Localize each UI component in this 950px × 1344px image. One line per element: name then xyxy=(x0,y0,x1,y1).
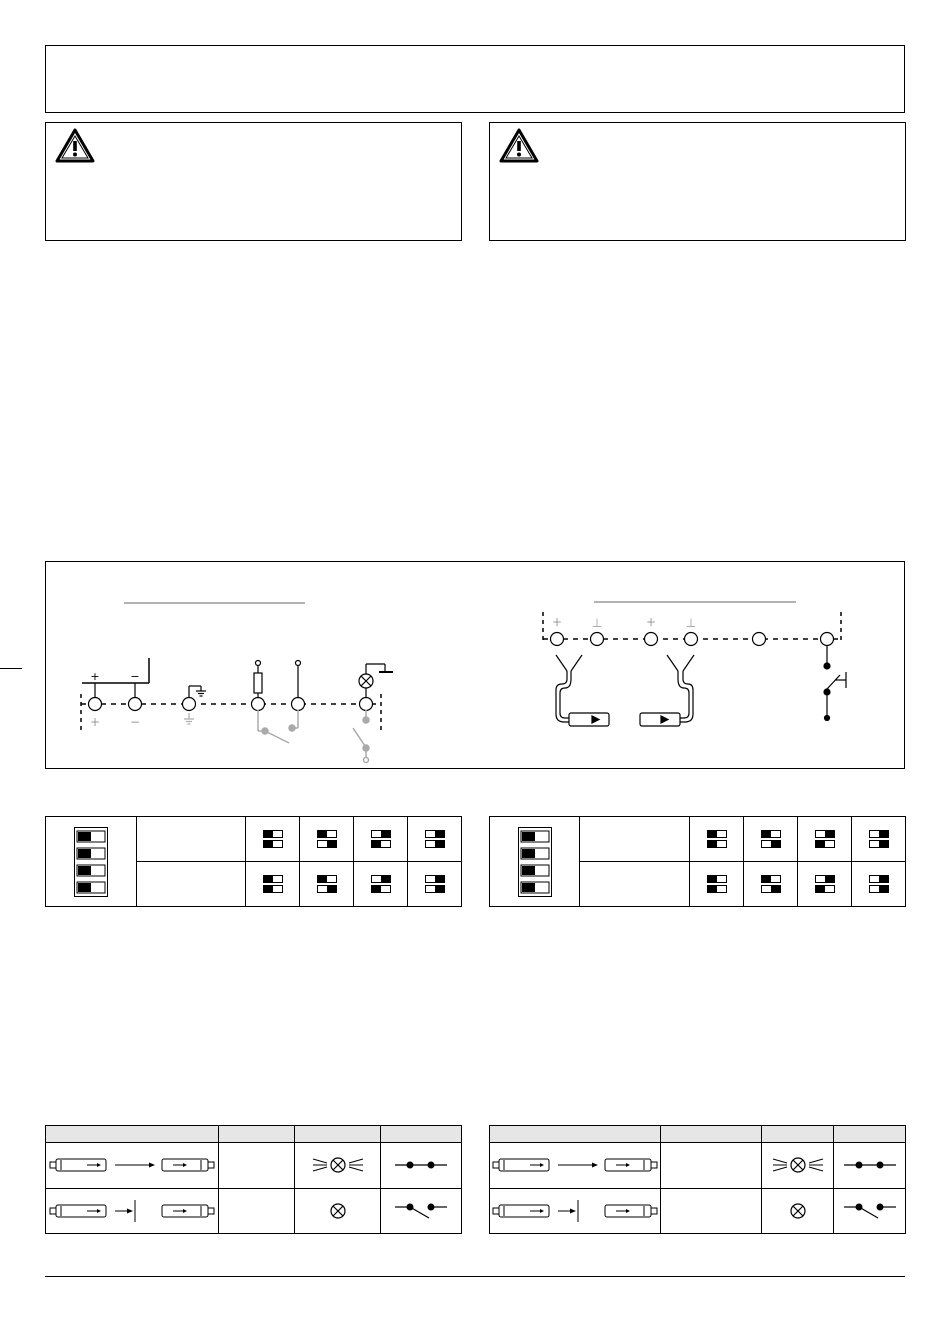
function-table-right xyxy=(489,1125,906,1234)
dip-pair-icon xyxy=(371,875,391,893)
dip-pair-icon xyxy=(869,875,889,893)
dip-pair-icon xyxy=(707,875,727,893)
terminal-3 xyxy=(183,698,196,711)
lamp-lit-icon xyxy=(770,1154,826,1176)
dip-switch-overview-cell xyxy=(490,817,580,907)
contact-open-icon xyxy=(842,1201,898,1221)
warning-icon xyxy=(499,128,539,164)
terminal-r3 xyxy=(645,633,658,646)
push-button-icon xyxy=(824,646,846,721)
dip-row-label xyxy=(137,817,246,862)
terminal-4 xyxy=(252,698,265,711)
dip-switch-overview-cell xyxy=(46,817,137,907)
dip-pair-icon xyxy=(869,830,889,848)
dip-pair-icon xyxy=(317,830,337,848)
dip-switch-icon xyxy=(74,827,108,897)
right-ground-label-1: ⊥ xyxy=(591,616,603,630)
terminal-r6 xyxy=(821,633,834,646)
photo-sensor-icon xyxy=(640,655,694,726)
dip-pair-icon xyxy=(425,830,445,848)
dip-row-label xyxy=(580,817,690,862)
grey-switch-icon xyxy=(258,710,298,743)
dip-switch-icon xyxy=(518,827,552,897)
dip-pair-icon xyxy=(263,875,283,893)
terminal-r1 xyxy=(551,633,564,646)
dip-row-label xyxy=(580,862,690,907)
light-barrier-blocked-icon xyxy=(49,1199,215,1223)
dip-switch-table-left xyxy=(45,816,462,907)
function-header-cell xyxy=(381,1126,462,1143)
right-ground-label-2: ⊥ xyxy=(685,616,697,630)
light-barrier-clear-icon xyxy=(492,1157,658,1173)
photo-sensor-icon xyxy=(556,655,609,726)
function-table-left xyxy=(45,1125,462,1234)
function-header-cell xyxy=(762,1126,834,1143)
terminal-2-minus-label: − xyxy=(130,670,140,683)
lamp-off-icon xyxy=(788,1201,808,1221)
contact-closed-icon xyxy=(842,1159,898,1171)
dip-row-label xyxy=(137,862,246,907)
footer-rule xyxy=(45,1276,905,1277)
terminal-2 xyxy=(129,698,142,711)
resistor-icon xyxy=(254,673,262,693)
terminal-1 xyxy=(89,698,102,711)
function-header-cell xyxy=(46,1126,219,1143)
lamp-off-icon xyxy=(328,1201,348,1221)
terminal-r4 xyxy=(685,633,698,646)
terminal-r2 xyxy=(591,633,604,646)
lamp-lit-icon xyxy=(310,1154,366,1176)
earth-grey-icon xyxy=(184,713,194,724)
dip-pair-icon xyxy=(371,830,391,848)
light-barrier-clear-icon xyxy=(49,1157,215,1173)
light-barrier-blocked-icon xyxy=(492,1199,658,1223)
margin-mark xyxy=(0,668,22,669)
function-header-cell xyxy=(295,1126,381,1143)
wiring-diagram-box xyxy=(45,561,905,769)
function-header-cell xyxy=(490,1126,661,1143)
dip-pair-icon xyxy=(815,875,835,893)
function-header-cell xyxy=(661,1126,762,1143)
function-header-cell xyxy=(834,1126,906,1143)
dip-pair-icon xyxy=(761,830,781,848)
wiring-diagram xyxy=(46,562,904,768)
terminal-6 xyxy=(360,698,373,711)
right-plus-label-2: + xyxy=(645,615,657,629)
dip-pair-icon xyxy=(263,830,283,848)
dip-pair-icon xyxy=(317,875,337,893)
contact-open-icon xyxy=(393,1201,449,1221)
warning-icon xyxy=(55,128,95,164)
grey-switch-icon xyxy=(353,710,369,763)
right-plus-label-1: + xyxy=(551,615,563,629)
terminal-2-minus-grey: − xyxy=(129,715,141,729)
terminal-r5 xyxy=(753,633,766,646)
warning-box-left xyxy=(45,122,462,241)
dip-pair-icon xyxy=(761,875,781,893)
dip-switch-table-right xyxy=(489,816,906,907)
dip-pair-icon xyxy=(707,830,727,848)
dip-pair-icon xyxy=(425,875,445,893)
warning-box-right xyxy=(489,122,906,241)
contact-closed-icon xyxy=(393,1159,449,1171)
function-header-cell xyxy=(219,1126,295,1143)
terminal-1-plus-grey: + xyxy=(89,715,101,729)
dip-pair-icon xyxy=(815,830,835,848)
header-box xyxy=(45,45,905,113)
terminal-1-plus-label: + xyxy=(90,670,100,683)
terminal-5 xyxy=(292,698,305,711)
